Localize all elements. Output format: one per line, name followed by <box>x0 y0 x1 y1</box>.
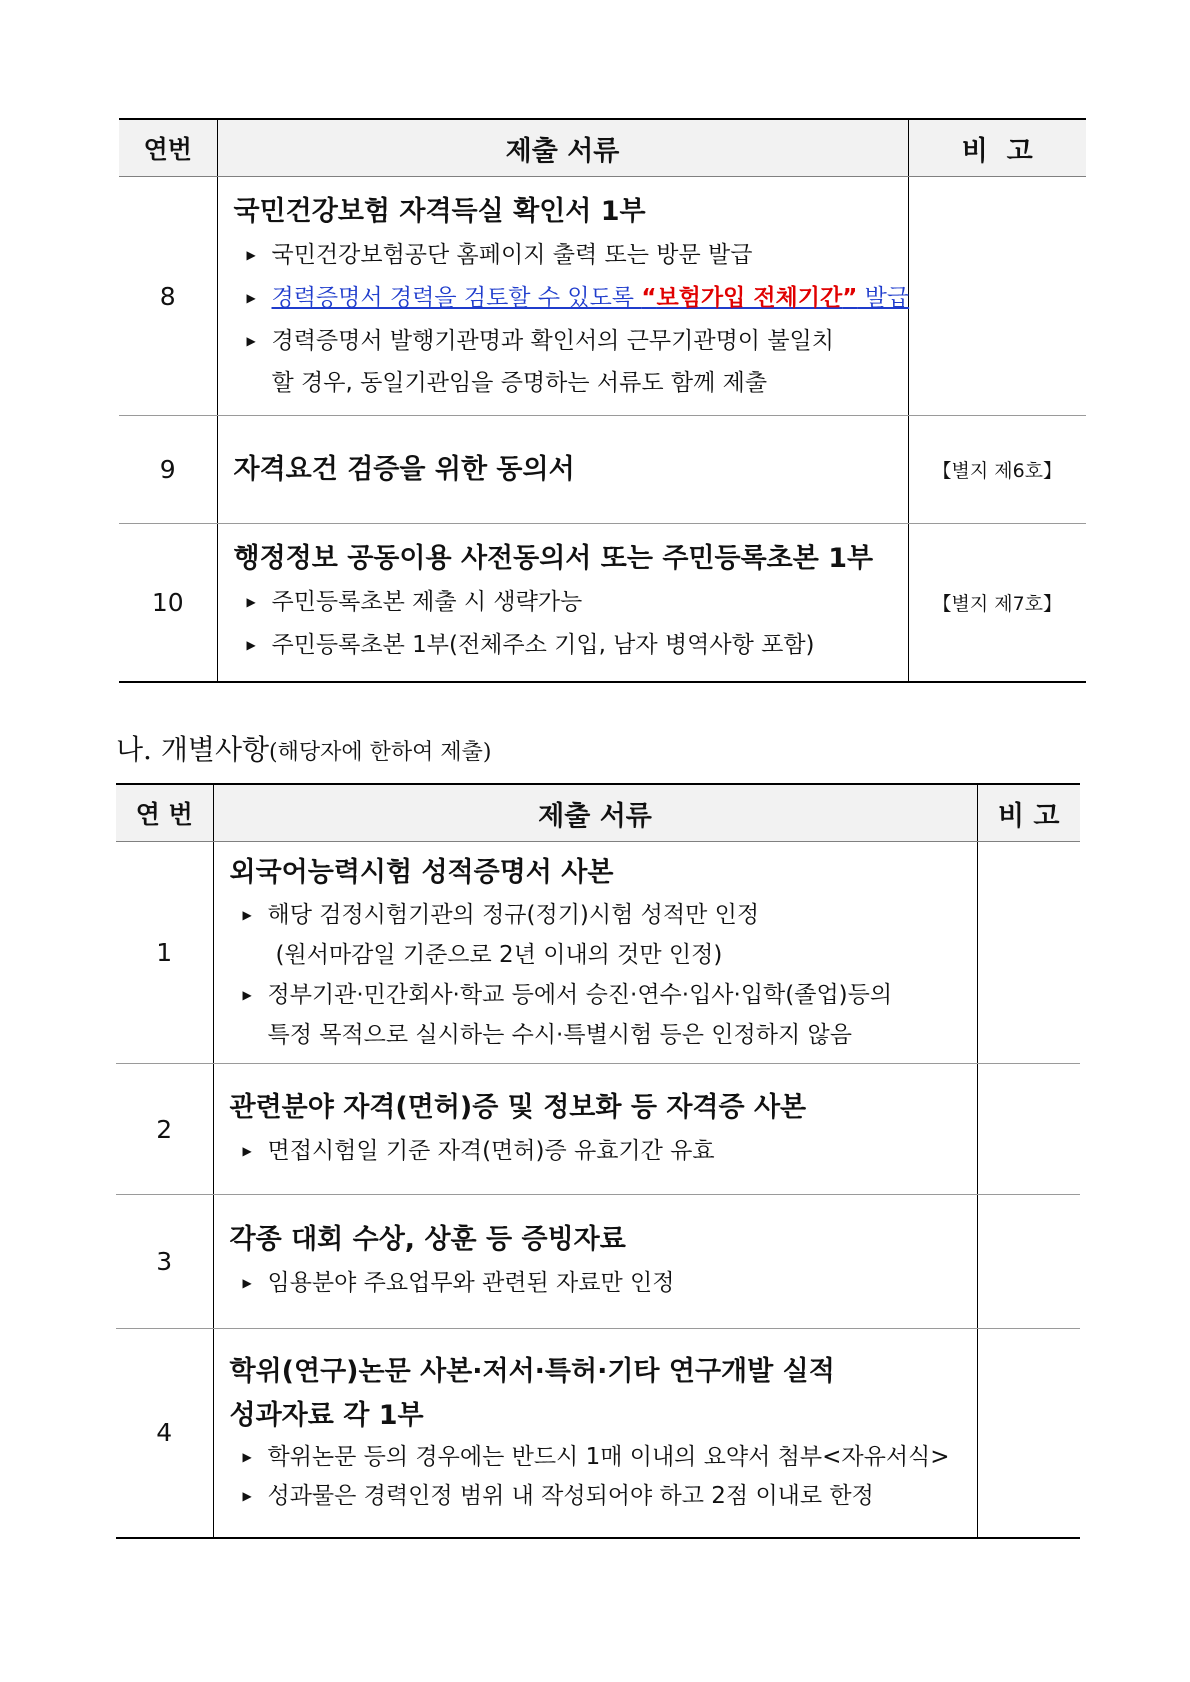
row-no: 9 <box>119 416 217 524</box>
triangle-right-icon: ▶ <box>246 333 256 348</box>
list-item: ▶ 임용분야 주요업무와 관련된 자료만 인정 <box>230 1262 977 1305</box>
list-item: ▶ 정부기관·민간회사·학교 등에서 승진·연수·입사·입학(졸업)등의 <box>230 975 977 1015</box>
row-title: 국민건강보험 자격득실 확인서 1부 <box>233 195 646 227</box>
row-title: 행정정보 공동이용 사전동의서 또는 주민등록초본 1부 <box>233 543 874 575</box>
row-doc <box>213 1329 977 1538</box>
row-title: 관련분야 자격(면허)증 및 정보화 등 자격증 사본 <box>229 1091 807 1123</box>
documents-table-individual <box>116 783 1080 1539</box>
row-remark <box>908 177 1086 416</box>
section-heading <box>116 728 491 768</box>
table-row <box>116 1064 1080 1195</box>
triangle-right-icon: ▶ <box>246 290 256 305</box>
list-item-highlight: ▶ 경력증명서 경력을 검토할 수 있도록 “보험가입 전체기간” 발급 <box>234 277 908 320</box>
row-title: 외국어능력시험 성적증명서 사본 <box>229 856 614 888</box>
documents-table-common <box>119 118 1086 683</box>
row-no: 3 <box>116 1195 213 1329</box>
row-remark: 【별지 제6호】 <box>908 416 1086 524</box>
triangle-right-icon: ▶ <box>246 247 256 262</box>
row-no: 4 <box>116 1329 213 1538</box>
list-item-continuation: 할 경우, 동일기관임을 증명하는 서류도 함께 제출 <box>271 369 768 396</box>
list-item: ▶ 면접시험일 기준 자격(면허)증 유효기간 유효 <box>230 1130 977 1173</box>
table-row <box>116 842 1080 1064</box>
table-header-row <box>119 119 1086 177</box>
header-remark: 비 고 <box>908 119 1086 177</box>
row-no: 2 <box>116 1064 213 1195</box>
list-item: ▶ 성과물은 경력인정 범위 내 작성되어야 하고 2점 이내로 한정 <box>230 1477 977 1516</box>
row-remark <box>977 1064 1080 1195</box>
row-title: 자격요건 검증을 위한 동의서 <box>233 453 575 485</box>
header-doc: 제출 서류 <box>217 119 908 177</box>
triangle-right-icon: ▶ <box>242 907 252 922</box>
header-no: 연번 <box>119 119 217 177</box>
table-row <box>116 1329 1080 1538</box>
row-no: 8 <box>119 177 217 416</box>
list-item-continuation: (원서마감일 기준으로 2년 이내의 것만 인정) <box>275 941 723 968</box>
table-row <box>119 524 1086 682</box>
triangle-right-icon: ▶ <box>242 1276 252 1290</box>
triangle-right-icon: ▶ <box>246 638 256 653</box>
section-title: 나. 개별사항 <box>116 733 270 766</box>
list-item: ▶ 국민건강보험공단 홈페이지 출력 또는 방문 발급 <box>234 234 908 277</box>
list-item-continuation: 특정 목적으로 실시하는 수시·특별시험 등은 인정하지 않음 <box>267 1021 852 1048</box>
row-title: 학위(연구)논문 사본·저서·특허·기타 연구개발 실적 <box>229 1355 835 1387</box>
row-no: 10 <box>119 524 217 682</box>
row-title: 각종 대회 수상, 상훈 등 증빙자료 <box>229 1224 626 1255</box>
triangle-right-icon: ▶ <box>246 595 256 610</box>
row-remark <box>977 1329 1080 1538</box>
row-remark: 【별지 제7호】 <box>932 592 1063 615</box>
row-doc <box>217 524 908 682</box>
triangle-right-icon: ▶ <box>242 1143 252 1158</box>
row-remark <box>977 842 1080 1064</box>
triangle-right-icon: ▶ <box>242 987 252 1002</box>
table-row <box>119 416 1086 524</box>
table-row <box>116 1195 1080 1329</box>
row-remark <box>977 1195 1080 1329</box>
table-header-row <box>116 784 1080 842</box>
table-row <box>119 177 1086 416</box>
row-doc <box>213 1195 977 1329</box>
list-item: ▶ 학위논문 등의 경우에는 반드시 1매 이내의 요약서 첨부<자유서식> <box>230 1438 977 1477</box>
row-doc <box>213 1064 977 1195</box>
row-doc <box>217 416 908 524</box>
list-item: ▶ 해당 검정시험기관의 정규(정기)시험 성적만 인정 <box>230 895 977 935</box>
header-doc: 제출 서류 <box>213 784 977 842</box>
row-no: 1 <box>116 842 213 1064</box>
list-item: ▶ 주민등록초본 1부(전체주소 기입, 남자 병역사항 포함) <box>234 624 908 667</box>
triangle-right-icon: ▶ <box>242 1449 252 1464</box>
header-no: 연 번 <box>116 784 213 842</box>
list-item: ▶ 경력증명서 발행기관명과 확인서의 근무기관명이 불일치 <box>234 320 908 363</box>
row-doc <box>217 177 908 416</box>
list-item: ▶ 주민등록초본 제출 시 생략가능 <box>234 581 908 624</box>
section-subtitle: (해당자에 한하여 제출) <box>269 740 492 765</box>
triangle-right-icon: ▶ <box>242 1488 252 1503</box>
header-remark: 비 고 <box>977 784 1080 842</box>
row-doc <box>213 842 977 1064</box>
row-title-line2: 성과자료 각 1부 <box>229 1399 424 1431</box>
